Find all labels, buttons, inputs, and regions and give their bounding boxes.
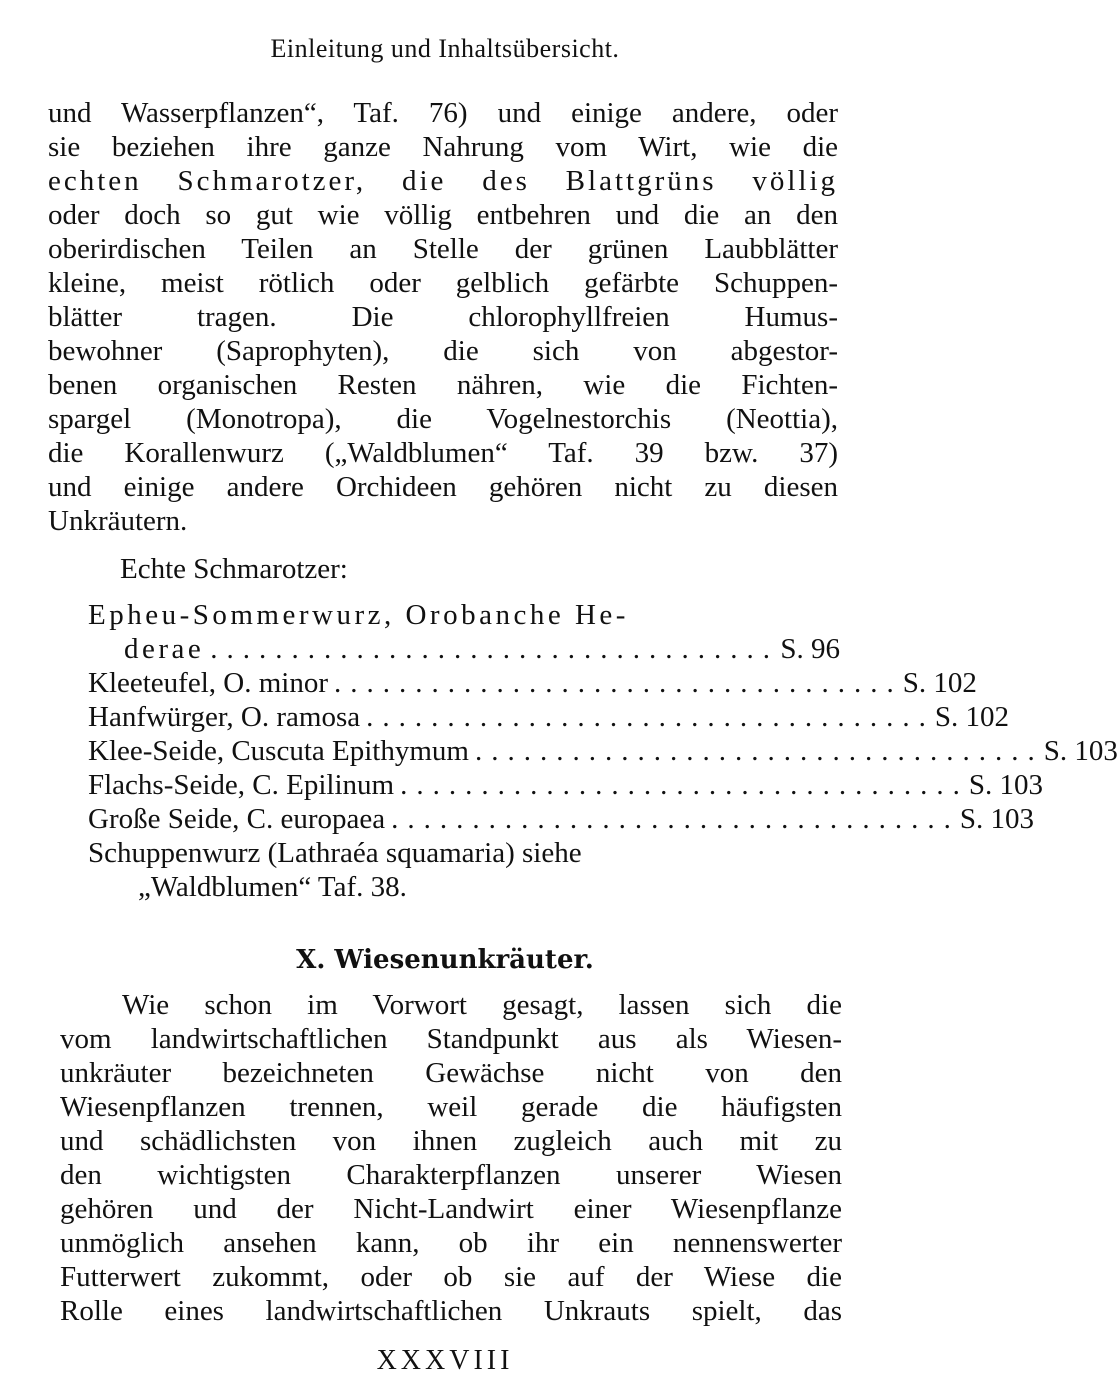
text-line: unkräuter bezeichneten Gewächse nicht von den xyxy=(60,1057,842,1089)
text-line: Rolle eines landwirtschaftlichen Unkrauts spielt, das xyxy=(60,1295,842,1327)
entry-name: Kleeteufel, O. minor xyxy=(88,667,328,699)
leader-dots: ................................... xyxy=(366,701,935,733)
list-item xyxy=(88,768,1043,802)
text-line: Wie schon im Vorwort gesagt, lassen sich die xyxy=(122,989,842,1021)
text-line: Futterwert zukommt, oder ob sie auf der Wiese die xyxy=(60,1261,842,1293)
entry-name: Schuppenwurz (Lathraéa squamaria) siehe xyxy=(88,837,582,869)
text-line: spargel (Monotropa), die Vogelnestorchis (Neottia), xyxy=(48,403,838,435)
text-line: bewohner (Saprophyten), die sich von abgestor- xyxy=(48,335,838,367)
entry-name: Große Seide, C. europaea xyxy=(88,803,386,835)
parasite-list xyxy=(88,598,1118,904)
page-number: XXXVIII xyxy=(376,1345,514,1376)
text-line: oder doch so gut wie völlig entbehren und die an den xyxy=(48,199,838,231)
list-item xyxy=(88,666,977,700)
leader-dots: ................................... xyxy=(391,803,960,835)
paragraph-meadow-weeds xyxy=(60,988,842,1328)
page-reference: S. 102 xyxy=(902,667,977,699)
page-reference: S. 96 xyxy=(780,633,840,665)
list-item xyxy=(88,598,840,632)
text-line: Unkräutern. xyxy=(48,505,188,537)
list-item xyxy=(88,700,1009,734)
paragraph-parasites xyxy=(48,96,838,538)
page-reference: S. 103 xyxy=(1043,735,1118,767)
text-line: den wichtigsten Charakterpflanzen unserer Wiesen xyxy=(60,1159,842,1191)
text-line: kleine, meist rötlich oder gelblich gefärbte Schuppen- xyxy=(48,267,838,299)
running-header: Einleitung und Inhaltsübersicht. xyxy=(270,34,620,63)
text-line: unmöglich ansehen kann, ob ihr ein nennenswerter xyxy=(60,1227,842,1259)
list-item xyxy=(88,870,840,904)
leader-dots: ................................... xyxy=(210,633,780,665)
page-reference: S. 102 xyxy=(934,701,1009,733)
list-item xyxy=(88,632,840,666)
text-line: benen organischen Resten nähren, wie die Fichten- xyxy=(48,369,838,401)
list-item xyxy=(88,836,840,870)
text-line: Wiesenpflanzen trennen, weil gerade die häufigsten xyxy=(60,1091,842,1123)
leader-dots: ................................... xyxy=(400,769,969,801)
list-item xyxy=(88,734,1118,768)
text-line: blätter tragen. Die chlorophyllfreien Humus- xyxy=(48,301,838,333)
text-line: oberirdischen Teilen an Stelle der grünen Laubblätter xyxy=(48,233,838,265)
entry-name: „Waldblumen“ Taf. 38. xyxy=(138,871,407,903)
page-reference: S. 103 xyxy=(968,769,1043,801)
entry-name: Klee-Seide, Cuscuta Epithymum xyxy=(88,735,469,767)
text-line: gehören und der Nicht-Landwirt einer Wiesenpflanze xyxy=(60,1193,842,1225)
section-heading: X. Wiesenunkräuter. xyxy=(296,945,594,975)
text-line: und schädlichsten von ihnen zugleich auch mit zu xyxy=(60,1125,842,1157)
entry-name: Flachs-Seide, C. Epilinum xyxy=(88,769,395,801)
list-item xyxy=(88,802,1035,836)
page-reference: S. 103 xyxy=(959,803,1035,835)
leader-dots: ................................... xyxy=(474,735,1044,767)
text-line: und Wasserpflanzen“, Taf. 76) und einige andere, oder xyxy=(48,97,838,129)
text-line: sie beziehen ihre ganze Nahrung vom Wirt, wie die xyxy=(48,131,838,163)
entry-name: Epheu-Sommerwurz, Orobanche He- xyxy=(88,599,629,631)
entry-name: Hanfwürger, O. ramosa xyxy=(88,701,361,733)
leader-dots: ................................... xyxy=(333,667,903,699)
text-line: vom landwirtschaftlichen Standpunkt aus als Wiesen- xyxy=(60,1023,842,1055)
text-line: echten Schmarotzer, die des Blattgrüns völlig xyxy=(48,165,838,197)
entry-name: derae xyxy=(124,633,205,665)
list-heading: Echte Schmarotzer: xyxy=(120,553,348,585)
text-line: und einige andere Orchideen gehören nicht zu diesen xyxy=(48,471,838,503)
text-line: die Korallenwurz („Waldblumen“ Taf. 39 bzw. 37) xyxy=(48,437,838,469)
